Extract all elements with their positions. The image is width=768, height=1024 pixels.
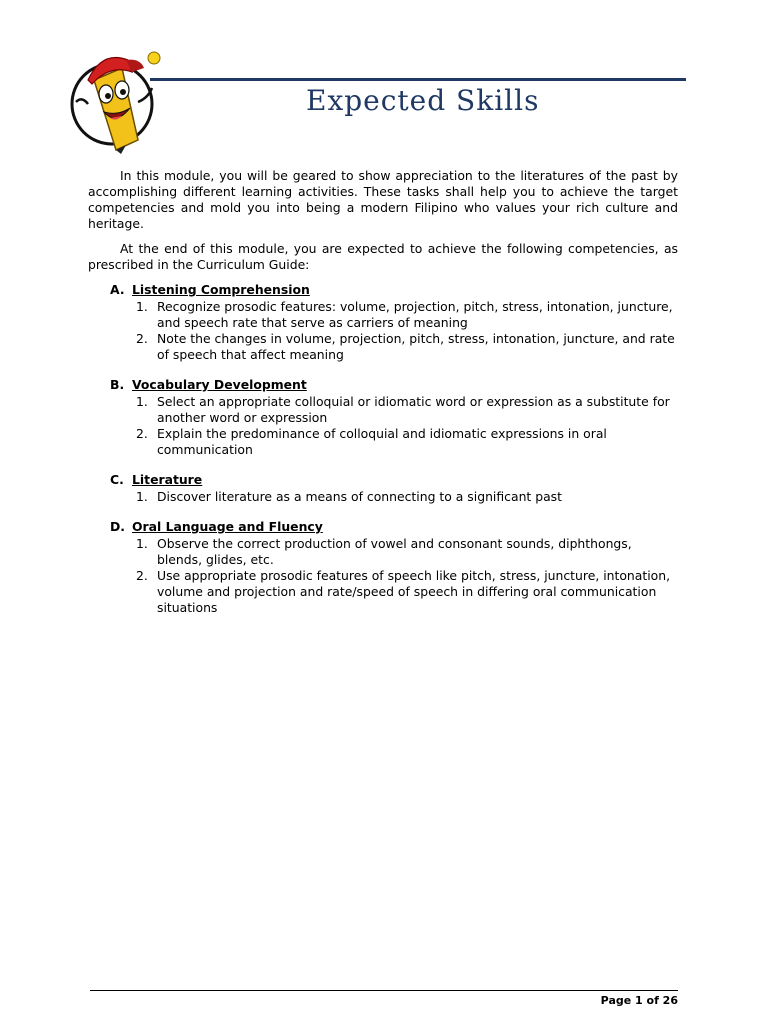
list-item bbox=[136, 536, 678, 568]
competency-section-listening bbox=[88, 282, 678, 363]
competency-section-vocabulary bbox=[88, 377, 678, 458]
section-heading bbox=[110, 282, 678, 298]
section-title: Listening Comprehension bbox=[132, 282, 310, 297]
pencil-mascot-icon bbox=[66, 42, 170, 154]
section-letter: A. bbox=[110, 282, 125, 297]
item-text: Explain the predominance of colloquial and idiomatic expressions in oral communication bbox=[157, 426, 607, 457]
section-heading bbox=[110, 377, 678, 393]
item-text: Use appropriate prosodic features of speech like pitch, stress, juncture, intonation, volume and projection and rate/speed of speech in differing oral communication situations bbox=[157, 568, 671, 615]
list-item bbox=[136, 299, 678, 331]
item-number: 2. bbox=[136, 426, 148, 441]
item-text: Recognize prosodic features: volume, projection, pitch, stress, intonation, juncture, and speech rate that serve as carriers of meaning bbox=[157, 299, 673, 330]
section-letter: D. bbox=[110, 519, 125, 534]
list-item bbox=[136, 394, 678, 426]
section-heading bbox=[110, 472, 678, 488]
competency-section-oral-language bbox=[88, 519, 678, 616]
section-letter: B. bbox=[110, 377, 125, 392]
item-text: Select an appropriate colloquial or idiomatic word or expression as a substitute for another word or expression bbox=[157, 394, 670, 425]
list-item bbox=[136, 331, 678, 363]
intro-paragraph: In this module, you will be geared to show appreciation to the literatures of the past by accomplishing different learning activities. These tasks shall help you to achieve the target competencies and mold you into being a modern Filipino who values your rich culture and heritage. bbox=[88, 168, 678, 231]
page-number: Page 1 of 26 bbox=[600, 994, 678, 1007]
section-heading bbox=[110, 519, 678, 535]
section-title: Literature bbox=[132, 472, 203, 487]
item-number: 2. bbox=[136, 568, 148, 583]
list-item bbox=[136, 489, 678, 505]
item-text: Discover literature as a means of connecting to a significant past bbox=[157, 489, 562, 504]
header-rule bbox=[150, 78, 686, 81]
item-number: 2. bbox=[136, 331, 148, 346]
section-title: Vocabulary Development bbox=[132, 377, 307, 392]
page-title: Expected Skills bbox=[306, 84, 540, 117]
item-number: 1. bbox=[136, 394, 148, 409]
competency-section-literature bbox=[88, 472, 678, 505]
document-body bbox=[88, 168, 678, 616]
item-text: Observe the correct production of vowel and consonant sounds, diphthongs, blends, glides, etc. bbox=[157, 536, 632, 567]
list-item bbox=[136, 426, 678, 458]
section-letter: C. bbox=[110, 472, 124, 487]
list-item bbox=[136, 568, 678, 616]
item-number: 1. bbox=[136, 489, 148, 504]
item-number: 1. bbox=[136, 536, 148, 551]
item-number: 1. bbox=[136, 299, 148, 314]
footer-rule bbox=[90, 990, 678, 991]
item-text: Note the changes in volume, projection, pitch, stress, intonation, juncture, and rate of speech that affect meaning bbox=[157, 331, 675, 362]
section-title: Oral Language and Fluency bbox=[132, 519, 323, 534]
intro-paragraph: At the end of this module, you are expected to achieve the following competencies, as prescribed in the Curriculum Guide: bbox=[88, 241, 678, 272]
